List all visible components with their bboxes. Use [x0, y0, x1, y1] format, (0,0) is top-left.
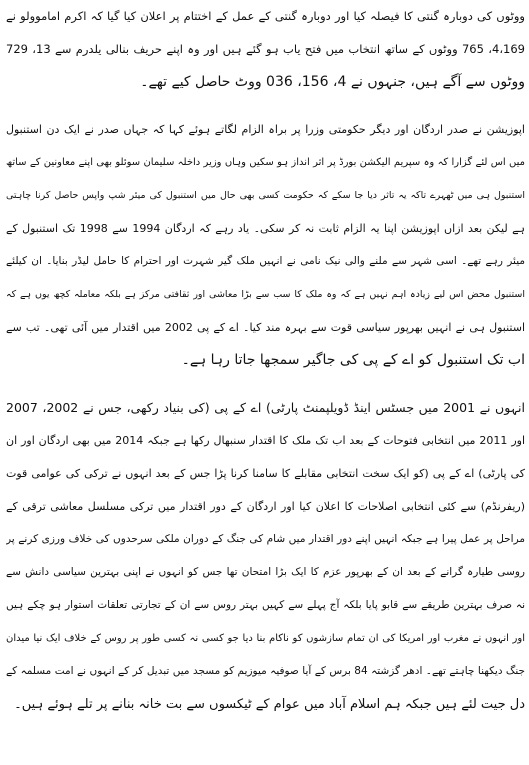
text-line: ووٹوں سے آگے ہیں، جنہوں نے 4، 156، 036 ووٹ حاصل کیے تھے۔ [140, 74, 525, 90]
text-line: جنگ دیکھنا چاہتے تھے۔ ادھر گزشتہ 84 برس کے آیا صوفیہ میوزیم کو مسجد میں تبدیل کر کے انہوں نے امت مسلمہ کے [6, 665, 525, 677]
text-line: استنبول محض اس لیے زیادہ اہم نہیں ہے کہ وہ ملک کا سب سے بڑا معاشی اور ثقافتی مرکز ہے بلکہ معاملہ کچھ یوں ہے کہ [6, 289, 525, 300]
text-line: ہے لیکن بعد ازاں اپوزیشن اپنا یہ الزام ثابت نہ کر سکی۔ یاد رہے کہ اردگان 1994 سے 1998 تک استنبول کے [6, 222, 525, 235]
paragraph-3 [6, 391, 525, 721]
text-line: 4،169، 765 ووٹوں کے ساتھ انتخاب میں فتح یاب ہو گئے ہیں اور وہ اپنے حریف بنالی یلدرم سے 13، 729 [6, 42, 525, 56]
text-line: (ریفرنڈم) سے کئی انتخابی اصلاحات کا اعلان کیا اور اردگان کے دور اقتدار میں ترکی مسلسل معاشی ترقی کے [6, 500, 525, 513]
text-line: روسی طیارہ گرانے کے بعد ان کے بھرپور عزم کا ایک بڑا امتحان تھا جس کو انہوں نے اپنی بہترین سیاسی دانش سے [6, 566, 525, 578]
text-line: اور انہوں نے مغرب اور امریکا کی ان تمام سازشوں کو ناکام بنا دیا جو کسی نہ کسی طور پر روس کے خلاف ایک نیا میدان [6, 633, 525, 644]
text-line: اپوزیشن نے صدر اردگان اور دیگر حکومتی وزرا پر براہ الزام لگاتے ہوئے کہا کہ جہاں صدر نے ایک دن استنبول [6, 123, 525, 136]
paragraph-2 [6, 113, 525, 377]
text-line: انہوں نے 2001 میں جسٹس اینڈ ڈویلپمنٹ پارٹی) اے کے پی (کی بنیاد رکھی، جس نے 2002، 2007 [6, 400, 525, 415]
text-line: میئر رہے تھے۔ اسی شہر سے ملنے والی نیک نامی نے انہیں ملک گیر شہرت اور احترام کا حامل لیڈر بنایا۔ ان کیلئے [6, 255, 525, 267]
text-line: اور 2011 میں انتخابی فتوحات کے بعد اب تک ملک کا اقتدار سنبھال رکھا ہے جبکہ 2014 میں بھی اردگان اور ان [6, 434, 525, 447]
paragraph-1 [6, 0, 525, 99]
text-line: کی پارٹی) اے کے پی (کو ایک سخت انتخابی مقابلے کا سامنا کرنا پڑا جس کے بعد انہوں نے ترکی کی عوامی قوت [6, 467, 525, 480]
text-line: اب تک استنبول کو اے کے پی کی جاگیر سمجھا جاتا رہا ہے۔ [181, 352, 525, 368]
text-line: ووٹوں کی دوبارہ گنتی کا فیصلہ کیا اور دوبارہ گنتی کے عمل کے اختتام پر اعلان کیا گیا کہ اکرم اماموولو نے [6, 9, 525, 23]
text-line: مراحل پر عمل پیرا ہے جبکہ انہیں اپنے دور اقتدار میں شام کی جنگ کے دوران ملکی سرحدوں کی خلاف ورزی کرنے پر [6, 533, 525, 545]
text-line: استنبول ہی میں ٹھہرے تاکہ یہ تاثر دیا جا سکے کہ حکومت کسی بھی حال میں استنبول کی میئر شپ واپس حاصل کرنا چاہتی [6, 190, 525, 201]
text-line: استنبول ہی نے انہیں بھرپور سیاسی قوت سے بہرہ مند کیا۔ اے کے پی 2002 میں اقتدار میں آئی تھی۔ تب سے [6, 321, 525, 334]
text-line: نہ صرف بہترین طریقے سے قابو پایا بلکہ آج پہلے سے کہیں بہتر روس سے ان کے تجارتی تعلقات استوار ہو چکے ہیں [6, 599, 525, 611]
text-line: میں اس لئے گزارا کہ وہ سپریم الیکشن بورڈ پر اثر انداز ہو سکیں وہاں وزیر داخلہ سلیمان سوئلو بھی اپنے معاونین کے ساتھ [6, 157, 525, 168]
text-line: دل جیت لئے ہیں جبکہ ہم اسلام آباد میں عوام کے ٹیکسوں سے بت خانہ بنانے پر تلے ہوئے ہیں۔ [14, 697, 525, 712]
